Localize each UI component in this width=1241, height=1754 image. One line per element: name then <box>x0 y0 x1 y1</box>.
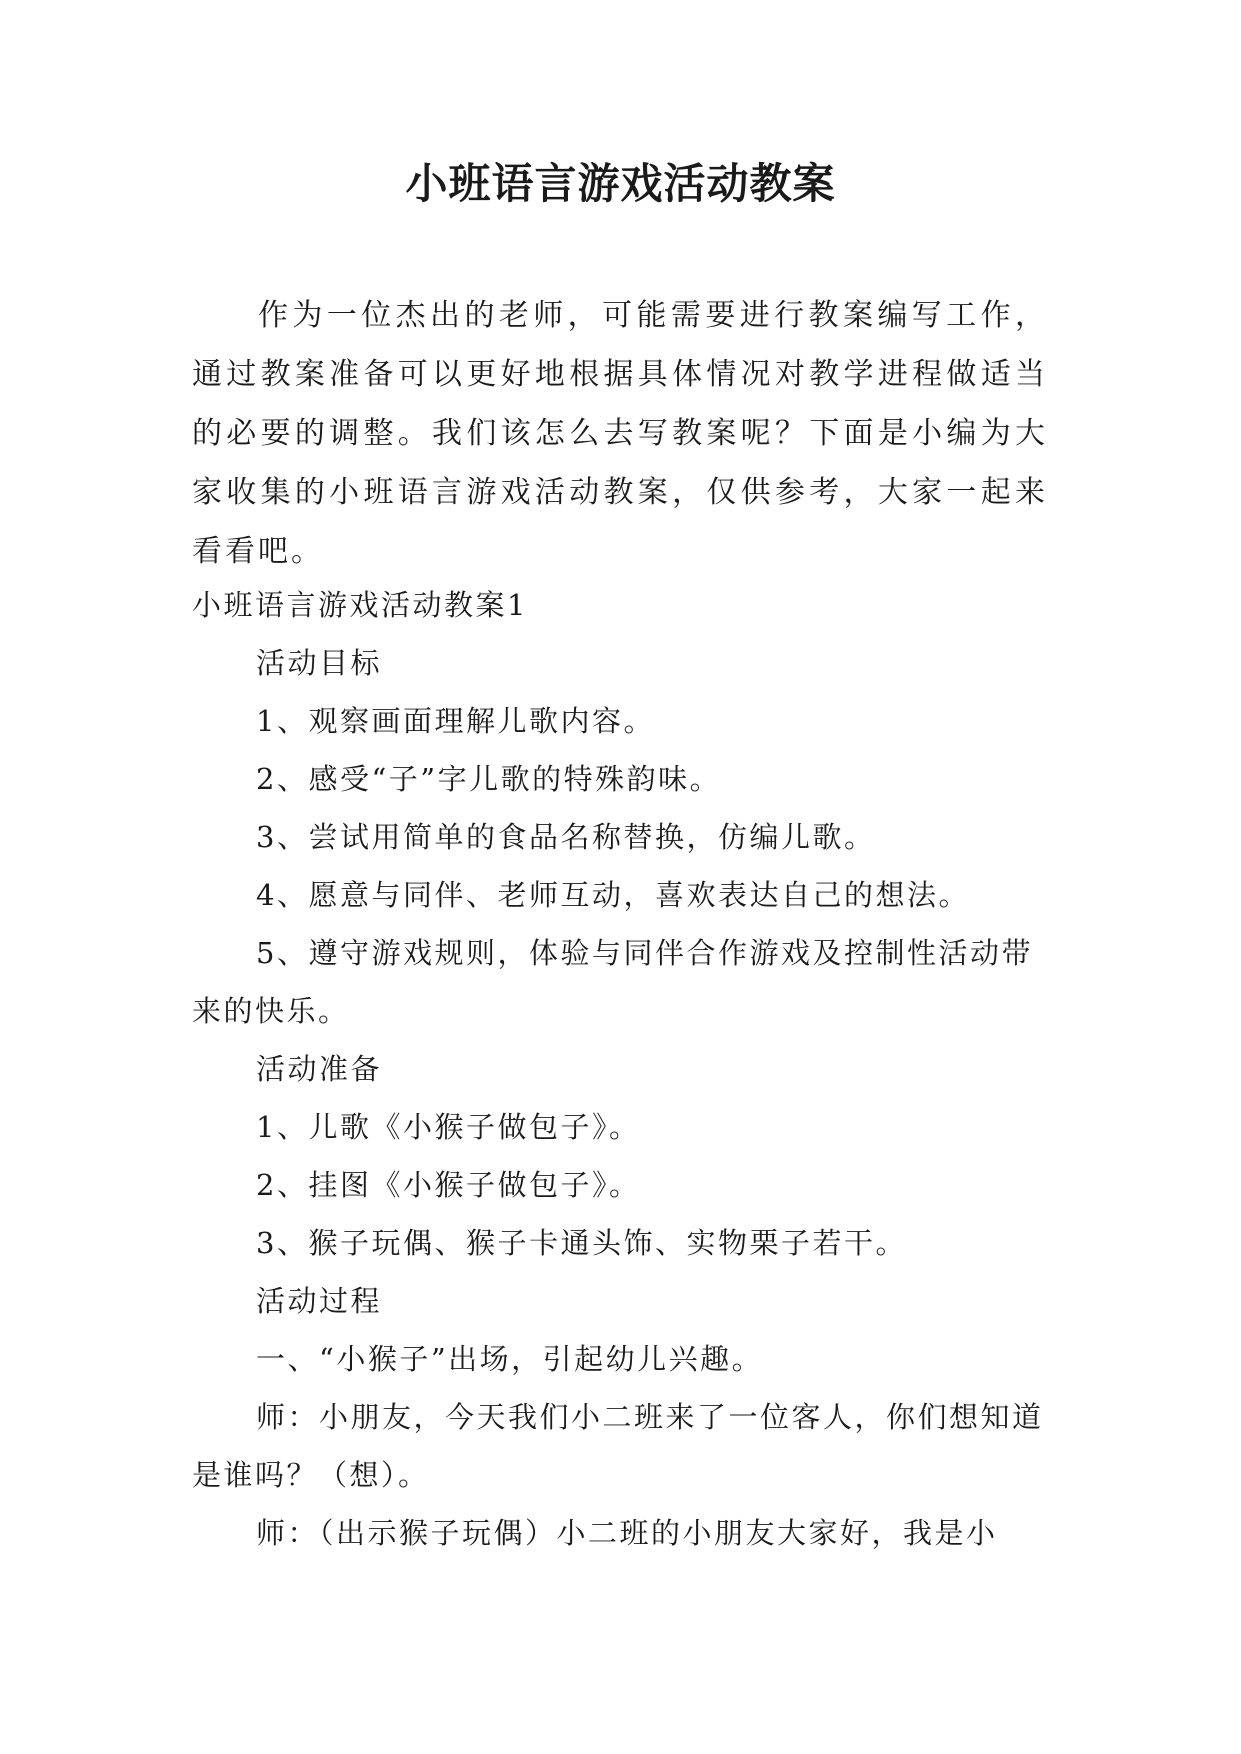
goals-heading: 活动目标 <box>256 646 383 680</box>
goal-item: 1、观察画面理解儿歌内容。 <box>256 704 655 738</box>
goal-item: 2、感受“子”字儿歌的特殊韵味。 <box>256 762 722 796</box>
goal-item: 3、尝试用简单的食品名称替换，仿编儿歌。 <box>256 820 876 854</box>
process-heading: 活动过程 <box>256 1284 383 1318</box>
prep-heading: 活动准备 <box>256 1052 383 1086</box>
prep-item: 2、挂图《小猴子做包子》。 <box>256 1168 641 1202</box>
process-item: 一、“小猴子”出场，引起幼儿兴趣。 <box>256 1342 764 1376</box>
intro-paragraph: 作为一位杰出的老师，可能需要进行教案编写工作，通过教案准备可以更好地根据具体情况对教学进程做适当的必要的调整。我们该怎么去写教案呢？下面是小编为大家收集的小班语言游戏活动教案，仅供参考，大家一起来看看吧。 <box>192 298 1048 569</box>
document-body <box>192 576 1048 1562</box>
goal-item: 4、愿意与同伴、老师互动，喜欢表达自己的想法。 <box>256 878 970 912</box>
section-heading: 小班语言游戏活动教案1 <box>192 588 528 622</box>
process-item: 师：（出示猴子玩偶）小二班的小朋友大家好，我是小 <box>256 1516 998 1550</box>
process-item: 师：小朋友，今天我们小二班来了一位客人，你们想知道是谁吗？（想）。 <box>192 1400 1044 1492</box>
document-title: 小班语言游戏活动教案 <box>405 159 836 208</box>
prep-item: 1、儿歌《小猴子做包子》。 <box>256 1110 641 1144</box>
goal-item: 5、遵守游戏规则，体验与同伴合作游戏及控制性活动带来的快乐。 <box>192 936 1033 1028</box>
prep-item: 3、猴子玩偶、猴子卡通头饰、实物栗子若干。 <box>256 1226 907 1260</box>
